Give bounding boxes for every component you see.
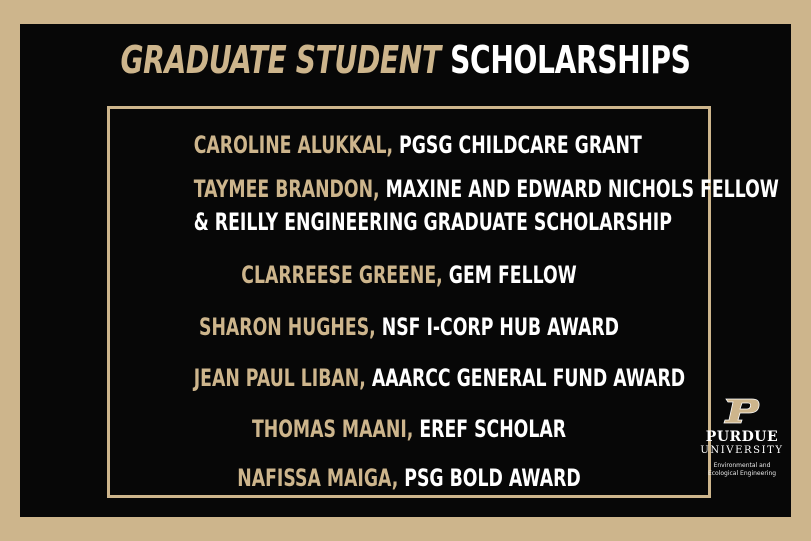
recipient-name: CLARREESE GREENE, [241,261,443,289]
recipient-entry [193,173,779,206]
recipient-name: JEAN PAUL LIBAN, [193,364,366,392]
recipient-entry [194,259,625,292]
purdue-logo [698,398,786,478]
recipient-award: PGSG CHILDCARE GRANT [399,131,642,159]
recipient-award-line2: & REILLY ENGINEERING GRADUATE SCHOLARSHIP [193,208,672,236]
title-part-gold: GRADUATE STUDENT [120,38,441,82]
logo-department [698,462,786,478]
recipient-entry [194,462,625,495]
recipient-name: SHARON HUGHES, [198,313,376,341]
logo-department-line1: Environmental and [713,462,771,469]
logo-wordmark-purdue: PURDUE [705,429,779,445]
recipient-entry [194,311,625,344]
recipient-entry [194,413,625,446]
logo-wordmark-university: UNIVERSITY [700,445,784,456]
recipient-name: TAYMEE BRANDON, [193,175,380,203]
recipient-award: MAXINE AND EDWARD NICHOLS FELLOW [385,175,779,203]
recipient-entry [193,129,642,162]
purdue-p-icon [722,398,762,424]
recipient-name: CAROLINE ALUKKAL, [193,131,394,159]
scholarship-panel [20,24,791,517]
recipient-award: EREF SCHOLAR [419,415,567,443]
recipient-name: NAFISSA MAIGA, [237,464,399,492]
recipient-award: AAARCC GENERAL FUND AWARD [371,364,686,392]
recipient-name: THOMAS MAANI, [251,415,414,443]
recipient-award: PSG BOLD AWARD [404,464,581,492]
recipient-entry [193,362,686,395]
page-title [120,38,691,82]
recipient-award: NSF I-CORP HUB AWARD [381,313,620,341]
title-part-white: SCHOLARSHIPS [450,38,691,82]
logo-department-line2: Ecological Engineering [707,470,777,477]
recipient-award: GEM FELLOW [448,261,577,289]
recipient-entry-continued [193,206,672,239]
